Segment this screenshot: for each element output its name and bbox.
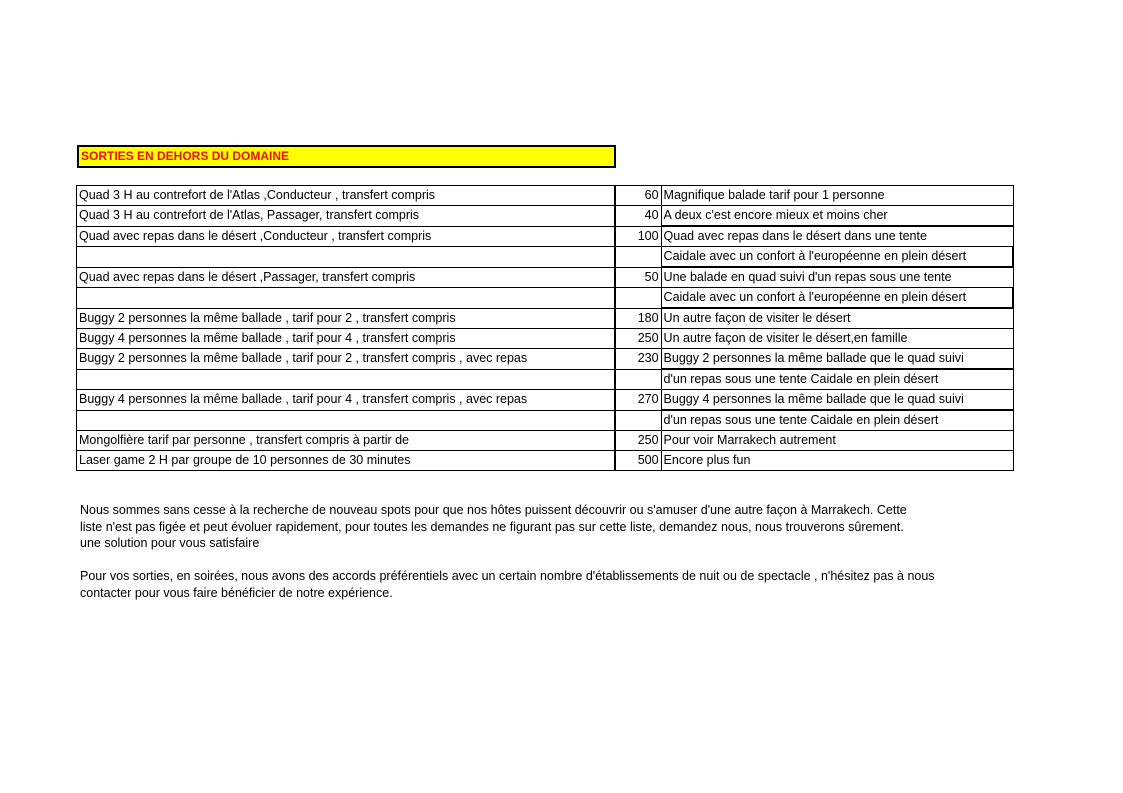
table-row xyxy=(77,247,1014,268)
activity-description: Quad avec repas dans le désert ,Passager, transfert compris xyxy=(77,267,616,288)
activity-description: Mongolfière tarif par personne , transfert compris à partir de xyxy=(77,431,616,451)
activity-description: Quad 3 H au contrefort de l'Atlas ,Conducteur , transfert compris xyxy=(77,186,616,206)
paragraph-line: une solution pour vous satisfaire xyxy=(80,536,260,550)
activity-description xyxy=(77,288,616,309)
info-paragraph-spots xyxy=(80,502,1020,552)
activity-comment: Encore plus fun xyxy=(661,451,1013,471)
table-row xyxy=(77,308,1014,329)
activity-price: 100 xyxy=(615,226,661,247)
activity-comment: Quad avec repas dans le désert dans une tente xyxy=(661,226,1013,247)
activity-description: Quad avec repas dans le désert ,Conducteur , transfert compris xyxy=(77,226,616,247)
section-title: SORTIES EN DEHORS DU DOMAINE xyxy=(77,145,616,168)
activity-comment: Caidale avec un confort à l'européenne en plein désert xyxy=(661,288,1013,309)
table-row xyxy=(77,369,1014,390)
activity-comment: Magnifique balade tarif pour 1 personne xyxy=(661,186,1013,206)
activity-price xyxy=(615,410,661,431)
activities-table xyxy=(76,185,1014,471)
paragraph-line: Nous sommes sans cesse à la recherche de nouveau spots pour que nos hôtes puissent découvrir ou s'amuser d'une autre façon à Marrakech. Cette xyxy=(80,503,907,517)
activity-comment: Un autre façon de visiter le désert,en famille xyxy=(661,329,1013,349)
paragraph-line: Pour vos sorties, en soirées, nous avons des accords préférentiels avec un certain nombre d'établissements de nuit ou de spectacle , n'hésitez pas à nous xyxy=(80,569,935,583)
activity-price xyxy=(615,369,661,390)
activity-price xyxy=(615,288,661,309)
activity-price: 250 xyxy=(615,329,661,349)
table-row xyxy=(77,451,1014,471)
table-row xyxy=(77,267,1014,288)
activity-price: 50 xyxy=(615,267,661,288)
activity-price: 250 xyxy=(615,431,661,451)
activity-comment: A deux c'est encore mieux et moins cher xyxy=(661,206,1013,227)
activity-description: Buggy 4 personnes la même ballade , tarif pour 4 , transfert compris , avec repas xyxy=(77,390,616,411)
activity-comment: Un autre façon de visiter le désert xyxy=(661,308,1013,329)
activity-price: 500 xyxy=(615,451,661,471)
activity-description: Quad 3 H au contrefort de l'Atlas, Passager, transfert compris xyxy=(77,206,616,227)
activity-description: Buggy 2 personnes la même ballade , tarif pour 2 , transfert compris , avec repas xyxy=(77,349,616,370)
activity-comment: Caidale avec un confort à l'européenne en plein désert xyxy=(661,247,1013,268)
activity-comment: Une balade en quad suivi d'un repas sous une tente xyxy=(661,267,1013,288)
activity-comment: Pour voir Marrakech autrement xyxy=(661,431,1013,451)
activity-description xyxy=(77,410,616,431)
activity-price xyxy=(615,247,661,268)
table-row xyxy=(77,206,1014,227)
table-row xyxy=(77,349,1014,370)
table-row xyxy=(77,431,1014,451)
activity-price: 270 xyxy=(615,390,661,411)
paragraph-line: liste n'est pas figée et peut évoluer rapidement, pour toutes les demandes ne figurant pas sur cette liste, demandez nous, nous trouverons sûrement. xyxy=(80,519,904,534)
table-row xyxy=(77,288,1014,309)
table-row xyxy=(77,186,1014,206)
activity-description: Buggy 4 personnes la même ballade , tarif pour 4 , transfert compris xyxy=(77,329,616,349)
table-row xyxy=(77,390,1014,411)
table-row xyxy=(77,329,1014,349)
paragraph-line: contacter pour vous faire bénéficier de notre expérience. xyxy=(80,585,393,600)
activity-comment: d'un repas sous une tente Caidale en plein désert xyxy=(661,410,1013,431)
activity-description xyxy=(77,247,616,268)
activity-description: Laser game 2 H par groupe de 10 personnes de 30 minutes xyxy=(77,451,616,471)
activity-price: 60 xyxy=(615,186,661,206)
activity-price: 40 xyxy=(615,206,661,227)
activity-price: 230 xyxy=(615,349,661,370)
activity-comment: d'un repas sous une tente Caidale en plein désert xyxy=(661,369,1013,390)
activity-description: Buggy 2 personnes la même ballade , tarif pour 2 , transfert compris xyxy=(77,308,616,329)
activity-comment: Buggy 2 personnes la même ballade que le quad suivi xyxy=(661,349,1013,370)
info-paragraph-nightlife xyxy=(80,568,1020,601)
activity-description xyxy=(77,369,616,390)
table-row xyxy=(77,410,1014,431)
activity-comment: Buggy 4 personnes la même ballade que le quad suivi xyxy=(661,390,1013,411)
activity-price: 180 xyxy=(615,308,661,329)
table-row xyxy=(77,226,1014,247)
